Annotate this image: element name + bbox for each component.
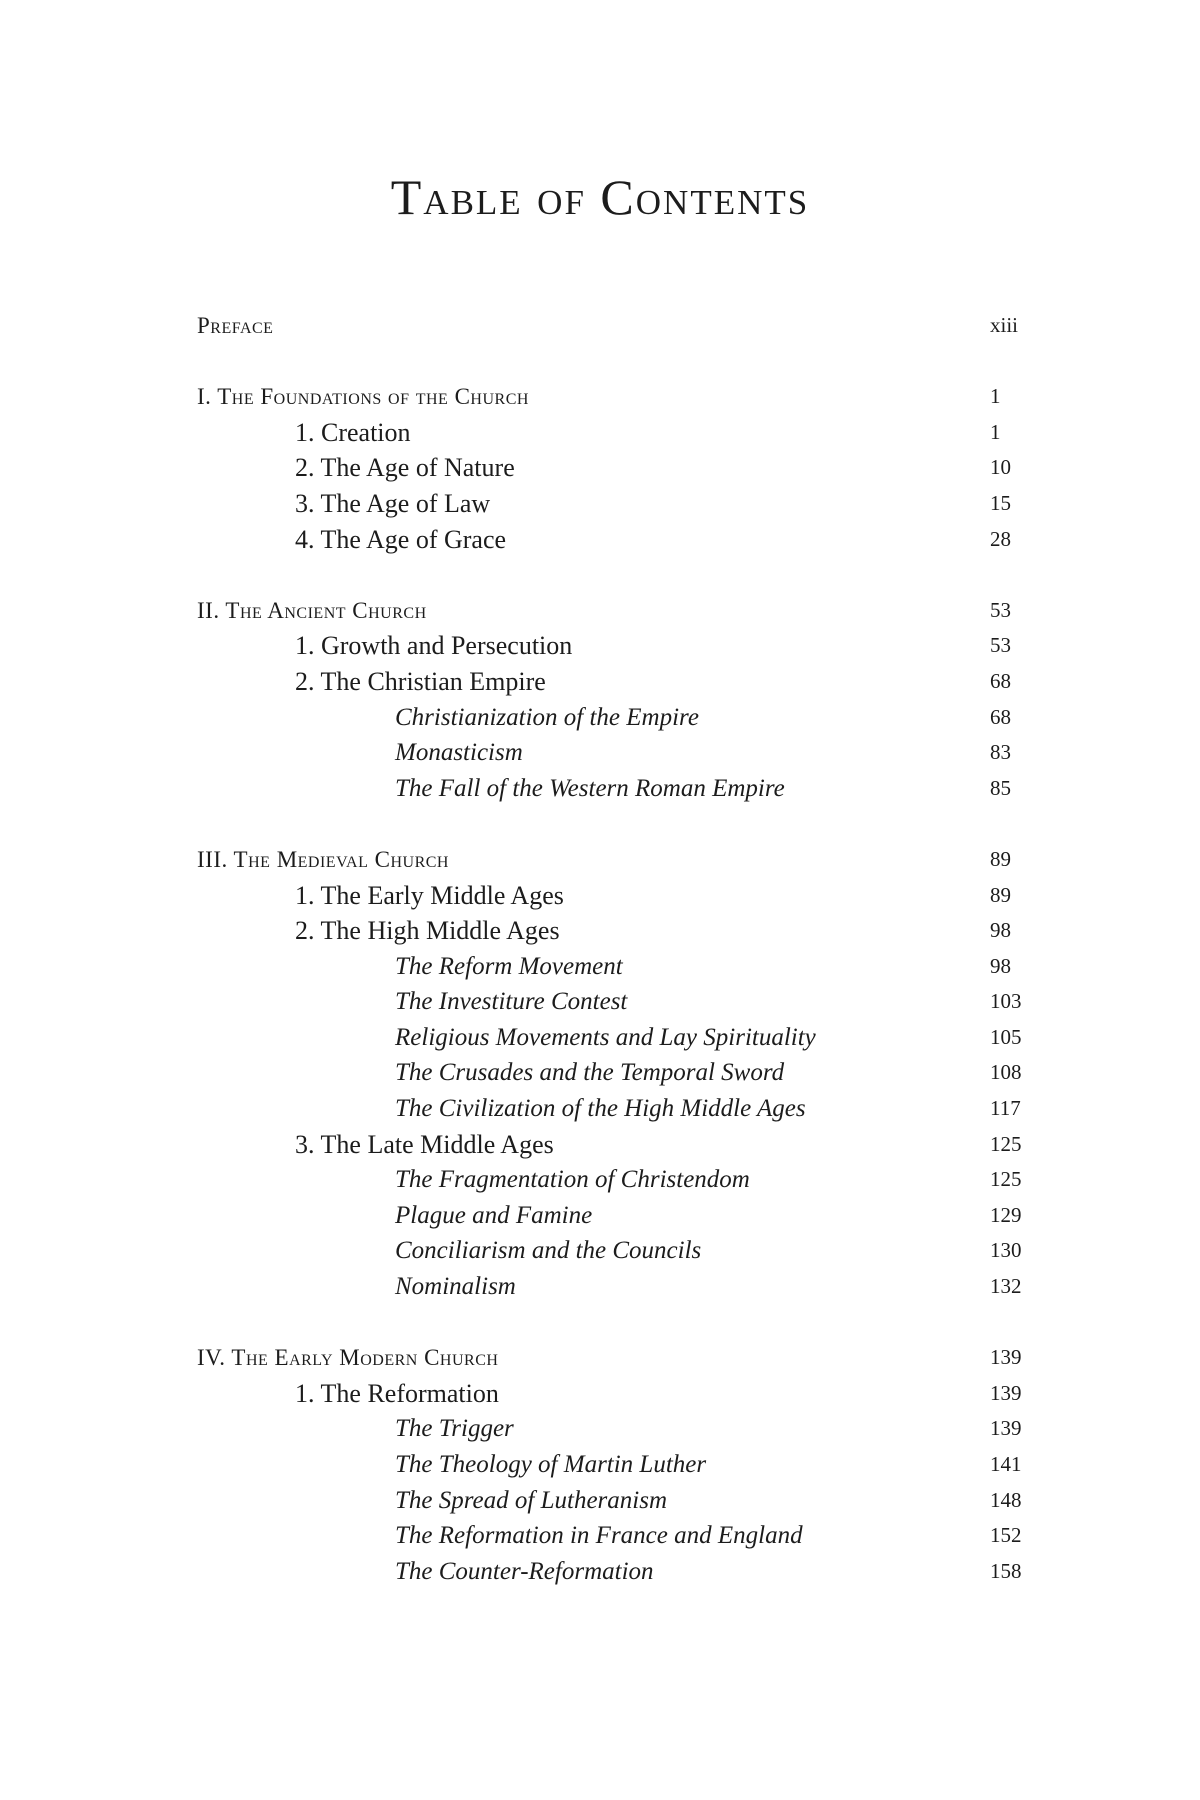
section-gap — [197, 806, 1037, 842]
toc-entry-label: Preface — [197, 313, 274, 338]
toc-entry-label: 1. The Reformation — [295, 1378, 499, 1408]
toc-entry-label: 3. The Age of Law — [295, 488, 491, 518]
toc-entry-label: 2. The Age of Nature — [295, 453, 515, 483]
toc-entry-label: I. The Foundations of the Church — [197, 384, 529, 410]
toc-entry-page-number: 141 — [990, 1452, 1022, 1476]
section-gap — [197, 344, 1037, 380]
toc-entry-page-number: 85 — [990, 775, 1011, 800]
toc-chapter-entry — [197, 878, 1037, 914]
toc-section-entry — [197, 1554, 1037, 1590]
toc-entry-label: Nominalism — [395, 1273, 516, 1301]
section-gap — [197, 557, 1037, 593]
section-gap — [197, 1305, 1037, 1341]
toc-entry-label: The Fragmentation of Christendom — [395, 1166, 750, 1194]
toc-entry-page-number: 83 — [990, 740, 1011, 765]
toc-entry-label: The Crusades and the Temporal Sword — [395, 1059, 785, 1087]
toc-entry-label: The Spread of Lutheranism — [395, 1486, 667, 1514]
toc-section-entry — [197, 735, 1037, 771]
toc-entry-page-number: 105 — [990, 1024, 1022, 1049]
toc-chapter-entry — [197, 628, 1037, 664]
toc-entry-page-number: 98 — [990, 918, 1011, 943]
toc-chapter-entry — [197, 1127, 1037, 1163]
toc-entry-page-number: 132 — [990, 1274, 1022, 1299]
toc-entry-label: II. The Ancient Church — [197, 597, 427, 623]
toc-entry-page-number: xiii — [990, 313, 1019, 337]
toc-entry-page-number: 89 — [990, 882, 1011, 907]
toc-part-entry — [197, 593, 1037, 629]
toc-entry-label: Religious Movements and Lay Spirituality — [395, 1023, 816, 1051]
toc-entry-label: 1. Growth and Persecution — [295, 631, 573, 661]
toc-entry-page-number: 117 — [990, 1096, 1021, 1121]
toc-section-entry — [197, 1091, 1037, 1127]
toc-entry-label: III. The Medieval Church — [197, 846, 449, 872]
toc-entry-page-number: 139 — [990, 1380, 1022, 1405]
toc-entry-label: The Civilization of the High Middle Ages — [395, 1095, 806, 1123]
toc-section-entry — [197, 1411, 1037, 1447]
toc-entry-label: Conciliarism and the Councils — [395, 1237, 702, 1265]
toc-chapter-entry — [197, 1376, 1037, 1412]
toc-entry-label: The Theology of Martin Luther — [395, 1451, 707, 1478]
toc-chapter-entry — [197, 450, 1037, 486]
toc-chapter-entry — [197, 913, 1037, 949]
toc-entry-page-number: 68 — [990, 704, 1011, 729]
toc-section-entry — [197, 771, 1037, 807]
toc-entry-page-number: 98 — [990, 953, 1011, 978]
toc-section-entry — [197, 1198, 1037, 1234]
toc-entry-page-number: 125 — [990, 1131, 1022, 1156]
toc-entry-page-number: 15 — [990, 490, 1011, 515]
toc-entry-label: 2. The Christian Empire — [295, 666, 546, 696]
toc-entry-page-number: 152 — [990, 1523, 1022, 1548]
toc-entry-page-number: 1 — [990, 419, 1001, 444]
toc-entry-label: The Reformation in France and England — [395, 1522, 803, 1550]
toc-entry-page-number: 53 — [990, 597, 1011, 622]
toc-entry-label: IV. The Early Modern Church — [197, 1345, 499, 1371]
toc-entry-page-number: 68 — [990, 668, 1011, 693]
toc-chapter-entry — [197, 415, 1037, 451]
toc-section-entry — [197, 1233, 1037, 1269]
toc-entry-page-number: 139 — [990, 1416, 1022, 1441]
toc-part-entry — [197, 1340, 1037, 1376]
toc-entry-page-number: 125 — [990, 1167, 1022, 1192]
toc-entry-label: The Reform Movement — [395, 952, 623, 980]
toc-entry-page-number: 139 — [990, 1345, 1022, 1370]
toc-part-entry — [197, 842, 1037, 878]
toc-entry-page-number: 28 — [990, 526, 1011, 551]
toc-section-entry — [197, 984, 1037, 1020]
toc-chapter-entry — [197, 664, 1037, 700]
toc-part-entry — [197, 308, 1037, 344]
toc-entry-page-number: 103 — [990, 989, 1022, 1014]
toc-entry-label: The Trigger — [395, 1415, 514, 1443]
toc-entry-page-number: 10 — [990, 455, 1011, 480]
toc-section-entry — [197, 700, 1037, 736]
toc-section-entry — [197, 1162, 1037, 1198]
toc-entry-page-number: 130 — [990, 1238, 1022, 1263]
table-of-contents — [197, 308, 1037, 1589]
toc-entry-label: The Fall of the Western Roman Empire — [395, 774, 785, 802]
toc-entry-label: 3. The Late Middle Ages — [295, 1129, 554, 1159]
toc-entry-page-number: 129 — [990, 1202, 1022, 1227]
toc-section-entry — [197, 1518, 1037, 1554]
toc-entry-page-number: 158 — [990, 1558, 1022, 1583]
toc-entry-page-number: 108 — [990, 1060, 1022, 1085]
toc-entry-page-number: 1 — [990, 384, 1001, 409]
toc-entry-label: Monasticism — [395, 739, 523, 767]
toc-entry-page-number: 148 — [990, 1487, 1022, 1512]
toc-entry-label: Plague and Famine — [395, 1201, 593, 1229]
toc-section-entry — [197, 949, 1037, 985]
toc-chapter-entry — [197, 522, 1037, 558]
toc-entry-label: 2. The High Middle Ages — [295, 916, 560, 946]
toc-section-entry — [197, 1483, 1037, 1519]
toc-section-entry — [197, 1020, 1037, 1056]
toc-part-entry — [197, 379, 1037, 415]
toc-entry-label: Christianization of the Empire — [395, 703, 699, 731]
toc-entry-page-number: 89 — [990, 846, 1011, 871]
toc-entry-label: 4. The Age of Grace — [295, 524, 507, 554]
toc-entry-page-number: 53 — [990, 633, 1011, 658]
toc-section-entry — [197, 1447, 1037, 1483]
toc-section-entry — [197, 1055, 1037, 1091]
toc-chapter-entry — [197, 486, 1037, 522]
toc-entry-label: 1. The Early Middle Ages — [295, 880, 564, 910]
toc-section-entry — [197, 1269, 1037, 1305]
page-title: Table of Contents — [390, 169, 810, 225]
toc-entry-label: The Investiture Contest — [395, 988, 628, 1016]
toc-entry-label: 1. Creation — [295, 417, 411, 447]
toc-entry-label: The Counter-Reformation — [395, 1557, 654, 1585]
